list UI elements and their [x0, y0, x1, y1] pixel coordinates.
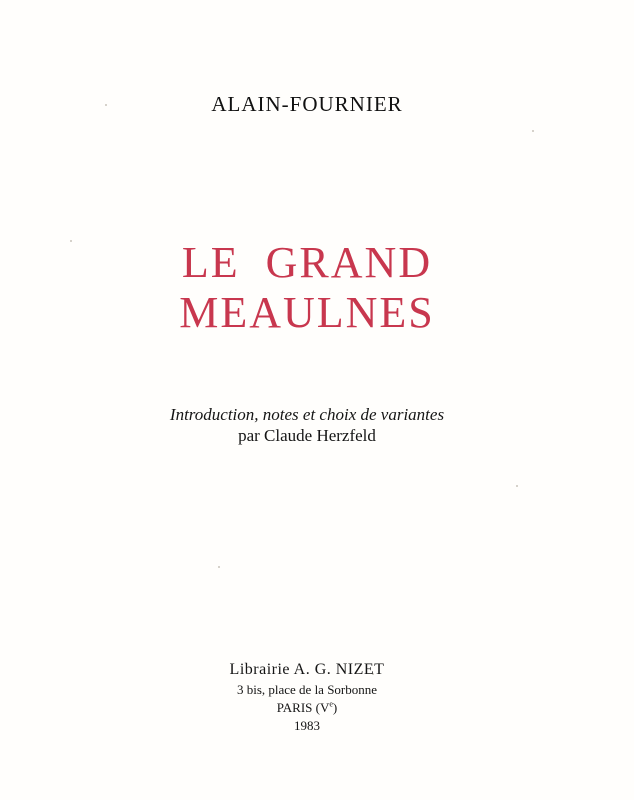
book-title-line-1: LE GRAND	[181, 238, 433, 287]
introduction-note: Introduction, notes et choix de variantes	[169, 405, 445, 424]
publisher-address: 3 bis, place de la Sorbonne	[236, 682, 378, 697]
publisher-city	[0, 699, 614, 717]
paper-speck	[516, 485, 518, 487]
paper-speck	[218, 566, 220, 568]
book-title	[0, 238, 614, 338]
edition-credit	[0, 404, 614, 446]
publisher-arrondissement-sup: e	[329, 699, 333, 709]
publication-year: 1983	[294, 718, 320, 733]
publisher-block	[0, 659, 614, 735]
book-title-line-2: MEAULNES	[179, 288, 435, 337]
publisher-name: Librairie A. G. NIZET	[229, 661, 385, 678]
publisher-city-name: PARIS (V	[276, 700, 330, 715]
publisher-city-close: )	[332, 700, 338, 715]
paper-speck	[532, 130, 534, 132]
editor-name: par Claude Herzfeld	[238, 426, 376, 445]
author-name: ALAIN-FOURNIER	[211, 92, 403, 116]
